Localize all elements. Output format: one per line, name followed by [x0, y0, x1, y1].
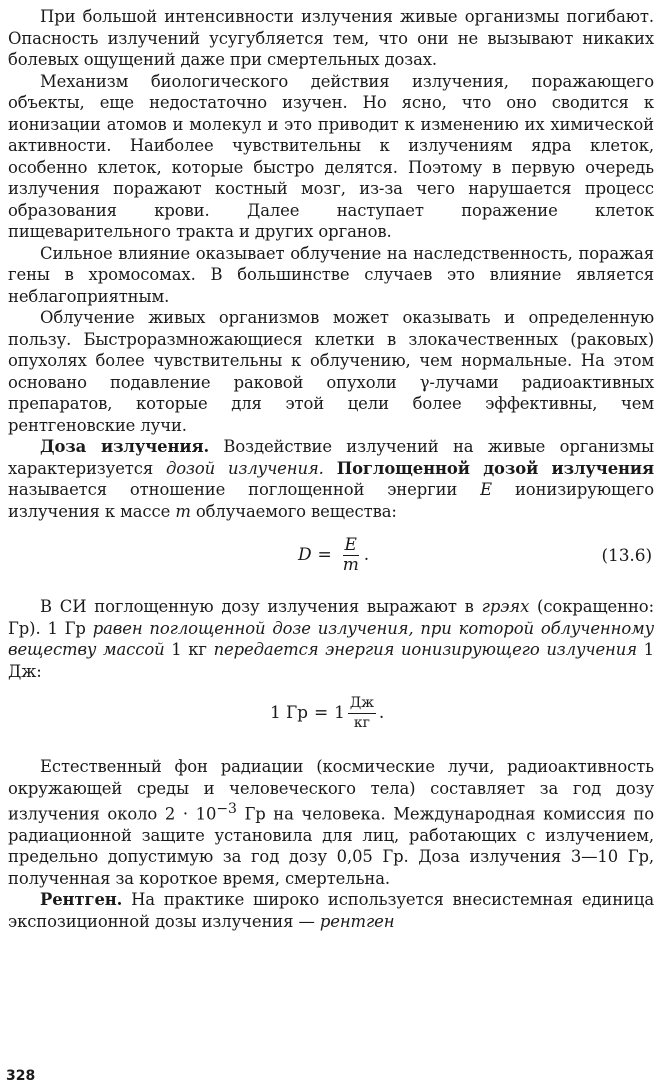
exponent: −3	[216, 801, 237, 817]
text: ионизирующего излучения к массе	[8, 480, 654, 521]
text: облучаемого вещества:	[190, 501, 397, 521]
formula-13-6	[8, 528, 654, 582]
gray-definition-2: передается энергия ионизирующего излучения	[213, 640, 637, 659]
text: 1 Дж:	[8, 640, 654, 681]
term-roentgen: рентген	[319, 911, 395, 931]
heading-roentgen: Рентген.	[40, 890, 123, 910]
formula-tail: .	[363, 544, 370, 565]
formula-gray-equals: =	[313, 702, 329, 723]
formula-fraction	[341, 536, 361, 575]
fraction-denominator: m	[342, 555, 359, 575]
gray-definition-1: равен поглощенной дозе излучения, при которой облученному веществу массой	[8, 618, 654, 659]
formula-gray-tail: .	[378, 702, 385, 723]
paragraph-background	[8, 756, 654, 889]
text: Воздействие излучений на живые организмы характеризуется	[8, 437, 654, 478]
page-body	[8, 6, 654, 932]
formula-gray-expression	[270, 694, 384, 733]
page-number: 328	[6, 1068, 36, 1084]
fraction-denominator: кг	[353, 715, 370, 731]
text: На практике широко используется внесистемная единица экспозиционной дозы излучения —	[8, 890, 654, 931]
term-gray: грэях	[481, 597, 530, 616]
paragraph-dose-definition	[8, 436, 654, 522]
paragraph-2: Механизм биологического действия излучения, поражающего объекты, еще недостаточно изучен. Но ясно, что оно сводится к ионизации атомов и молекул и это приводит к изменению их химической активности. Наиболее чувствительны к излучениям ядра клеток, особенно клеток, которые быстро делятся. Поэтому в первую очередь излучения поражают костный мозг, из-за чего нарушается процесс образования крови. Далее наступает поражение клеток пищеварительного тракта и других органов.	[8, 71, 654, 241]
text: называется отношение поглощенной энергии	[8, 480, 481, 499]
paragraph-si-unit	[8, 596, 654, 682]
formula-lhs: D	[298, 544, 312, 565]
text: 1 кг	[164, 640, 214, 659]
text: (сокращенно: Гр). 1 Гр	[8, 597, 654, 638]
text	[324, 459, 337, 478]
formula-gray-coef: 1	[334, 702, 345, 723]
fraction-numerator: Дж	[348, 694, 376, 714]
text: В СИ поглощенную дозу излучения выражают в	[40, 597, 482, 616]
term-absorbed-dose: Поглощенной дозой излучения	[336, 458, 654, 478]
text: Естественный фон радиации (космические лучи, радиоактивность окружающей среды и человеческого тела) составляет за год дозу излучения около 2 · 10	[8, 757, 654, 824]
formula-gray-fraction	[348, 694, 376, 733]
formula-gray	[8, 690, 654, 742]
text: Гр на человека. Международная комиссия по радиационной защите установила для лиц, работающих с излучением, предельно допустимую за год дозу 0,05 Гр. Доза излучения 3—10 Гр, полученная за короткое время, смертельна.	[8, 804, 654, 888]
paragraph-4: Облучение живых организмов может оказывать и определенную пользу. Быстроразмножающиеся клетки в злокачественных (раковых) опухолях более чувствительны к облучению, чем нормальные. На этом основано подавление раковой опухоли γ-лучами радиоактивных препаратов, которые для этой цели более эффективны, чем рентгеновские лучи.	[8, 308, 654, 435]
formula-equals: =	[317, 544, 332, 565]
paragraph-roentgen	[8, 889, 654, 932]
paragraph-3: Сильное влияние оказывает облучение на наследственность, поражая гены в хромосомах. В большинстве случаев это влияние является неблагоприятным.	[8, 243, 654, 306]
paragraph-1: При большой интенсивности излучения живые организмы погибают. Опасность излучений усугубляется тем, что они не вызывают никаких болевых ощущений даже при смертельных дозах.	[8, 7, 654, 69]
var-e: E	[480, 480, 493, 499]
formula-number: (13.6)	[601, 546, 652, 566]
formula-expression	[298, 536, 369, 575]
fraction-numerator: E	[344, 535, 357, 555]
heading-dose: Доза излучения.	[40, 437, 210, 456]
formula-gray-lhs: 1 Гр	[270, 702, 308, 723]
var-m: m	[175, 501, 191, 521]
term-dose: дозой излучения.	[166, 458, 324, 478]
